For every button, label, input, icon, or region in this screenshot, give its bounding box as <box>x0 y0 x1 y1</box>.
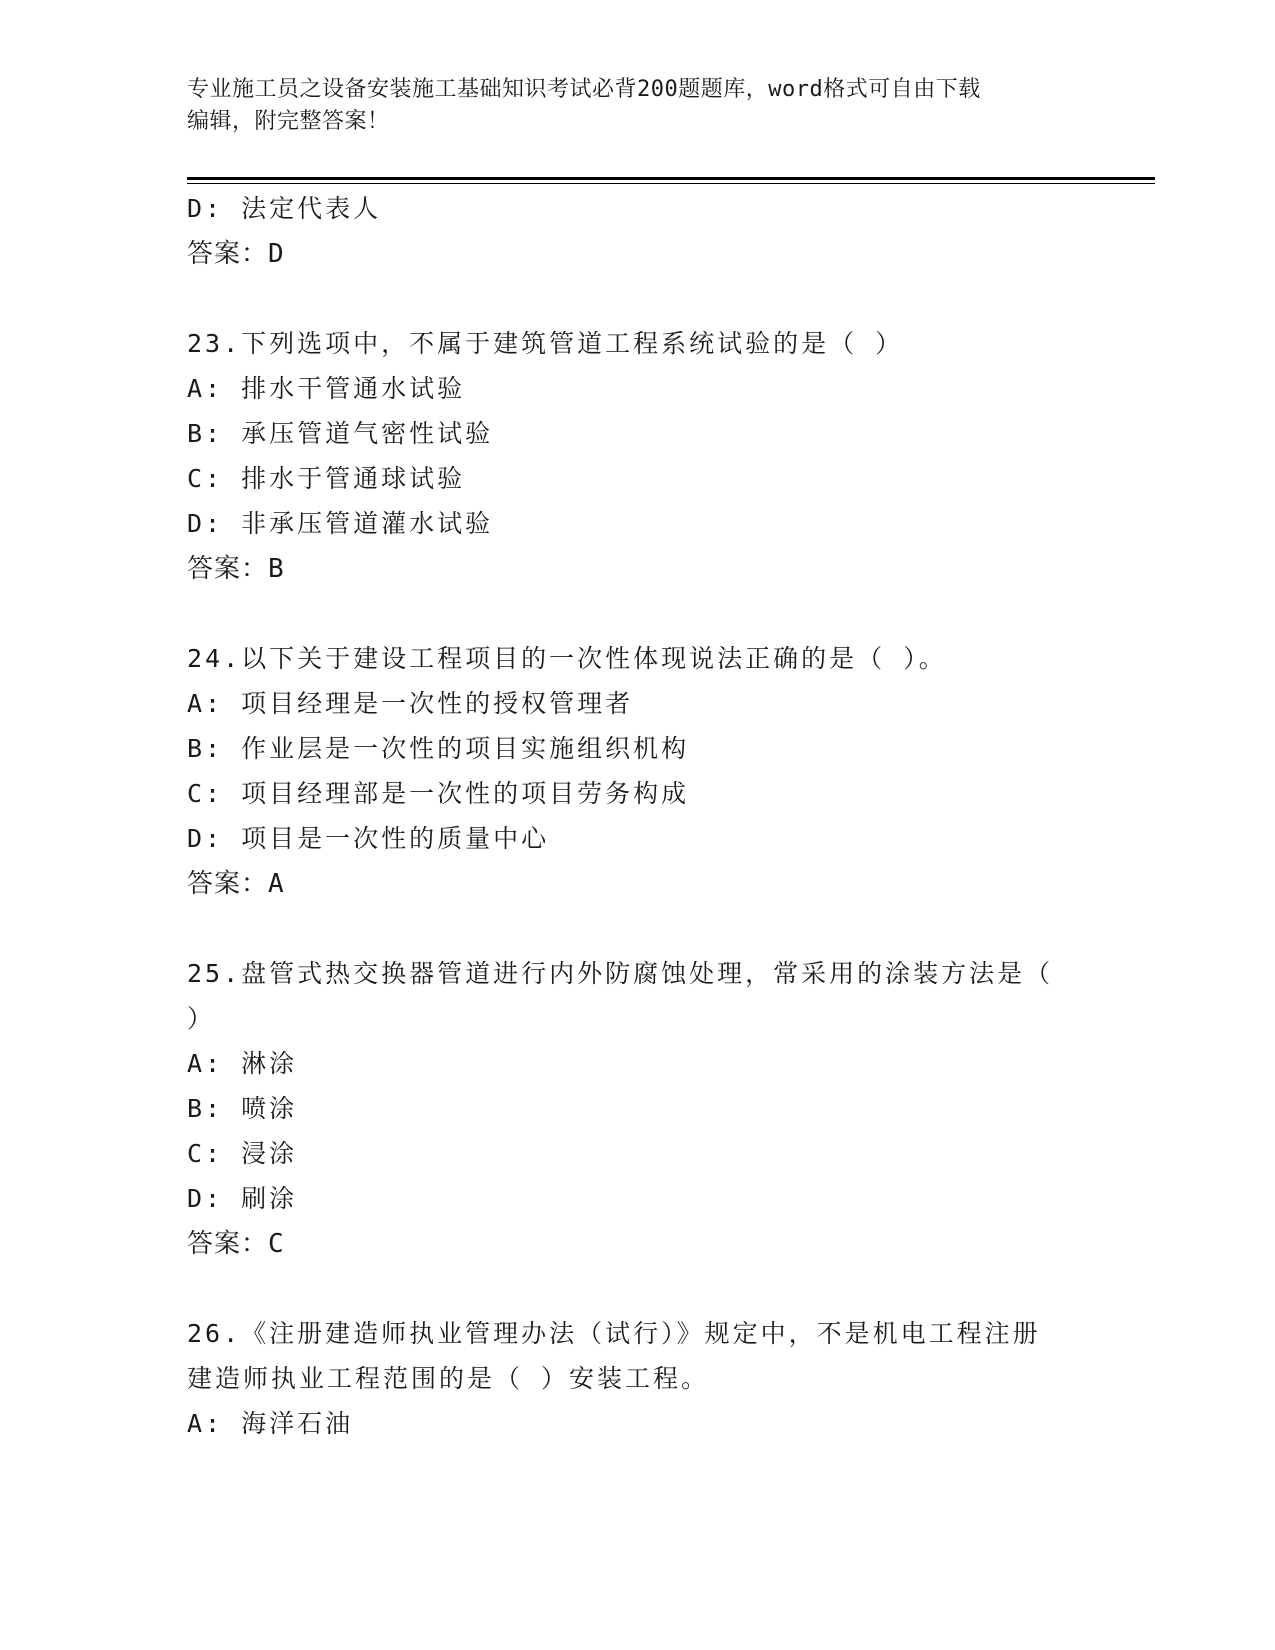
question-block-24 <box>187 636 1087 907</box>
question-spacer <box>187 907 1087 951</box>
document-header <box>187 74 1067 138</box>
question-text-line-1: 25.盘管式热交换器管道进行内外防腐蚀处理，常采用的涂装方法是（ <box>187 959 1054 988</box>
question-text: 24.以下关于建设工程项目的一次性体现说法正确的是（ ）。 <box>187 644 947 673</box>
question-block-25 <box>187 951 1087 1267</box>
option-a: A: 排水干管通水试验 <box>187 374 466 403</box>
answer-label: 答案：B <box>187 554 285 584</box>
option-b: B: 作业层是一次性的项目实施组织机构 <box>187 734 690 763</box>
question-block-26 <box>187 1311 1087 1446</box>
question-text: 23.下列选项中，不属于建筑管道工程系统试验的是（ ） <box>187 329 904 358</box>
question-text-line-1: 26.《注册建造师执业管理办法（试行）》规定中，不是机电工程注册 <box>187 1319 1041 1348</box>
header-title-line-1: 专业施工员之设备安装施工基础知识考试必背200题题库，word格式可自由下载 <box>187 77 981 102</box>
question-spacer <box>187 1267 1087 1311</box>
option-c: C: 项目经理部是一次性的项目劳务构成 <box>187 779 690 808</box>
option-d: D: 刷涂 <box>187 1184 298 1213</box>
option-d: D: 非承压管道灌水试验 <box>187 509 494 538</box>
question-list <box>187 186 1087 1446</box>
option-a: A: 海洋石油 <box>187 1409 354 1438</box>
answer-label: 答案：A <box>187 869 285 899</box>
question-spacer <box>187 277 1087 321</box>
option-a: A: 淋涂 <box>187 1049 298 1078</box>
answer-label: 答案：D <box>187 239 285 269</box>
header-divider-thick <box>187 177 1155 180</box>
option-a: A: 项目经理是一次性的授权管理者 <box>187 689 634 718</box>
option-d: D: 法定代表人 <box>187 194 382 223</box>
question-block-22 <box>187 186 1087 277</box>
option-b: B: 喷涂 <box>187 1094 298 1123</box>
question-text-line-2: 建造师执业工程范围的是（ ）安装工程。 <box>187 1364 710 1393</box>
header-divider-thin <box>187 183 1155 184</box>
question-block-23 <box>187 321 1087 592</box>
option-c: C: 浸涂 <box>187 1139 298 1168</box>
question-spacer <box>187 592 1087 636</box>
answer-label: 答案：C <box>187 1229 285 1259</box>
option-d: D: 项目是一次性的质量中心 <box>187 824 550 853</box>
question-text-line-2: ） <box>187 1004 216 1033</box>
option-b: B: 承压管道气密性试验 <box>187 419 494 448</box>
option-c: C: 排水于管通球试验 <box>187 464 466 493</box>
header-title-line-2: 编辑，附完整答案！ <box>187 109 390 134</box>
